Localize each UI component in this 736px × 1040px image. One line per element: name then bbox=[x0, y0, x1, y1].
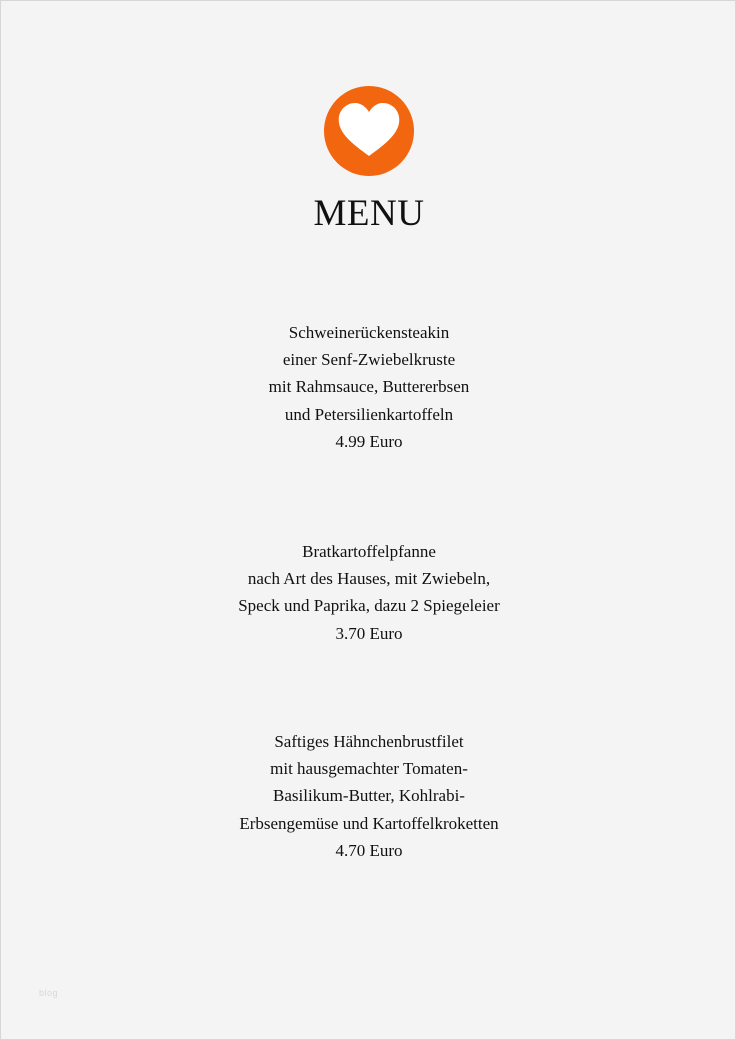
dish-price: 4.70 Euro bbox=[335, 840, 403, 860]
menu-item bbox=[1, 538, 736, 647]
dish-description-line: Erbsengemüse und Kartoffelkroketten bbox=[239, 813, 499, 833]
dish-description-line: und Petersilienkartoffeln bbox=[284, 404, 454, 424]
dish-description-line: Saftiges Hähnchenbrustfilet bbox=[274, 732, 464, 751]
dish-description-line: Schweinerückensteakin bbox=[288, 323, 450, 342]
menu-item bbox=[1, 319, 736, 455]
dish-description-line: Bratkartoffelpfanne bbox=[302, 542, 436, 561]
dish-description-line: mit hausgemachter Tomaten- bbox=[270, 759, 468, 779]
menu-item bbox=[1, 728, 736, 864]
heart-icon bbox=[324, 86, 414, 176]
dish-price: 4.99 Euro bbox=[335, 431, 403, 451]
logo-heart-badge bbox=[324, 86, 414, 176]
dish-description-line: Basilikum-Butter, Kohlrabi- bbox=[273, 786, 465, 806]
dish-description-line: Speck und Paprika, dazu 2 Spiegeleier bbox=[238, 596, 500, 616]
menu-title: MENU bbox=[313, 193, 425, 234]
dish-description-line: mit Rahmsauce, Buttererbsen bbox=[268, 377, 470, 397]
dish-price: 3.70 Euro bbox=[335, 623, 403, 643]
dish-description-line: einer Senf-Zwiebelkruste bbox=[282, 350, 456, 370]
watermark-text: blog bbox=[39, 988, 59, 998]
dish-description-line: nach Art des Hauses, mit Zwiebeln, bbox=[247, 569, 491, 589]
